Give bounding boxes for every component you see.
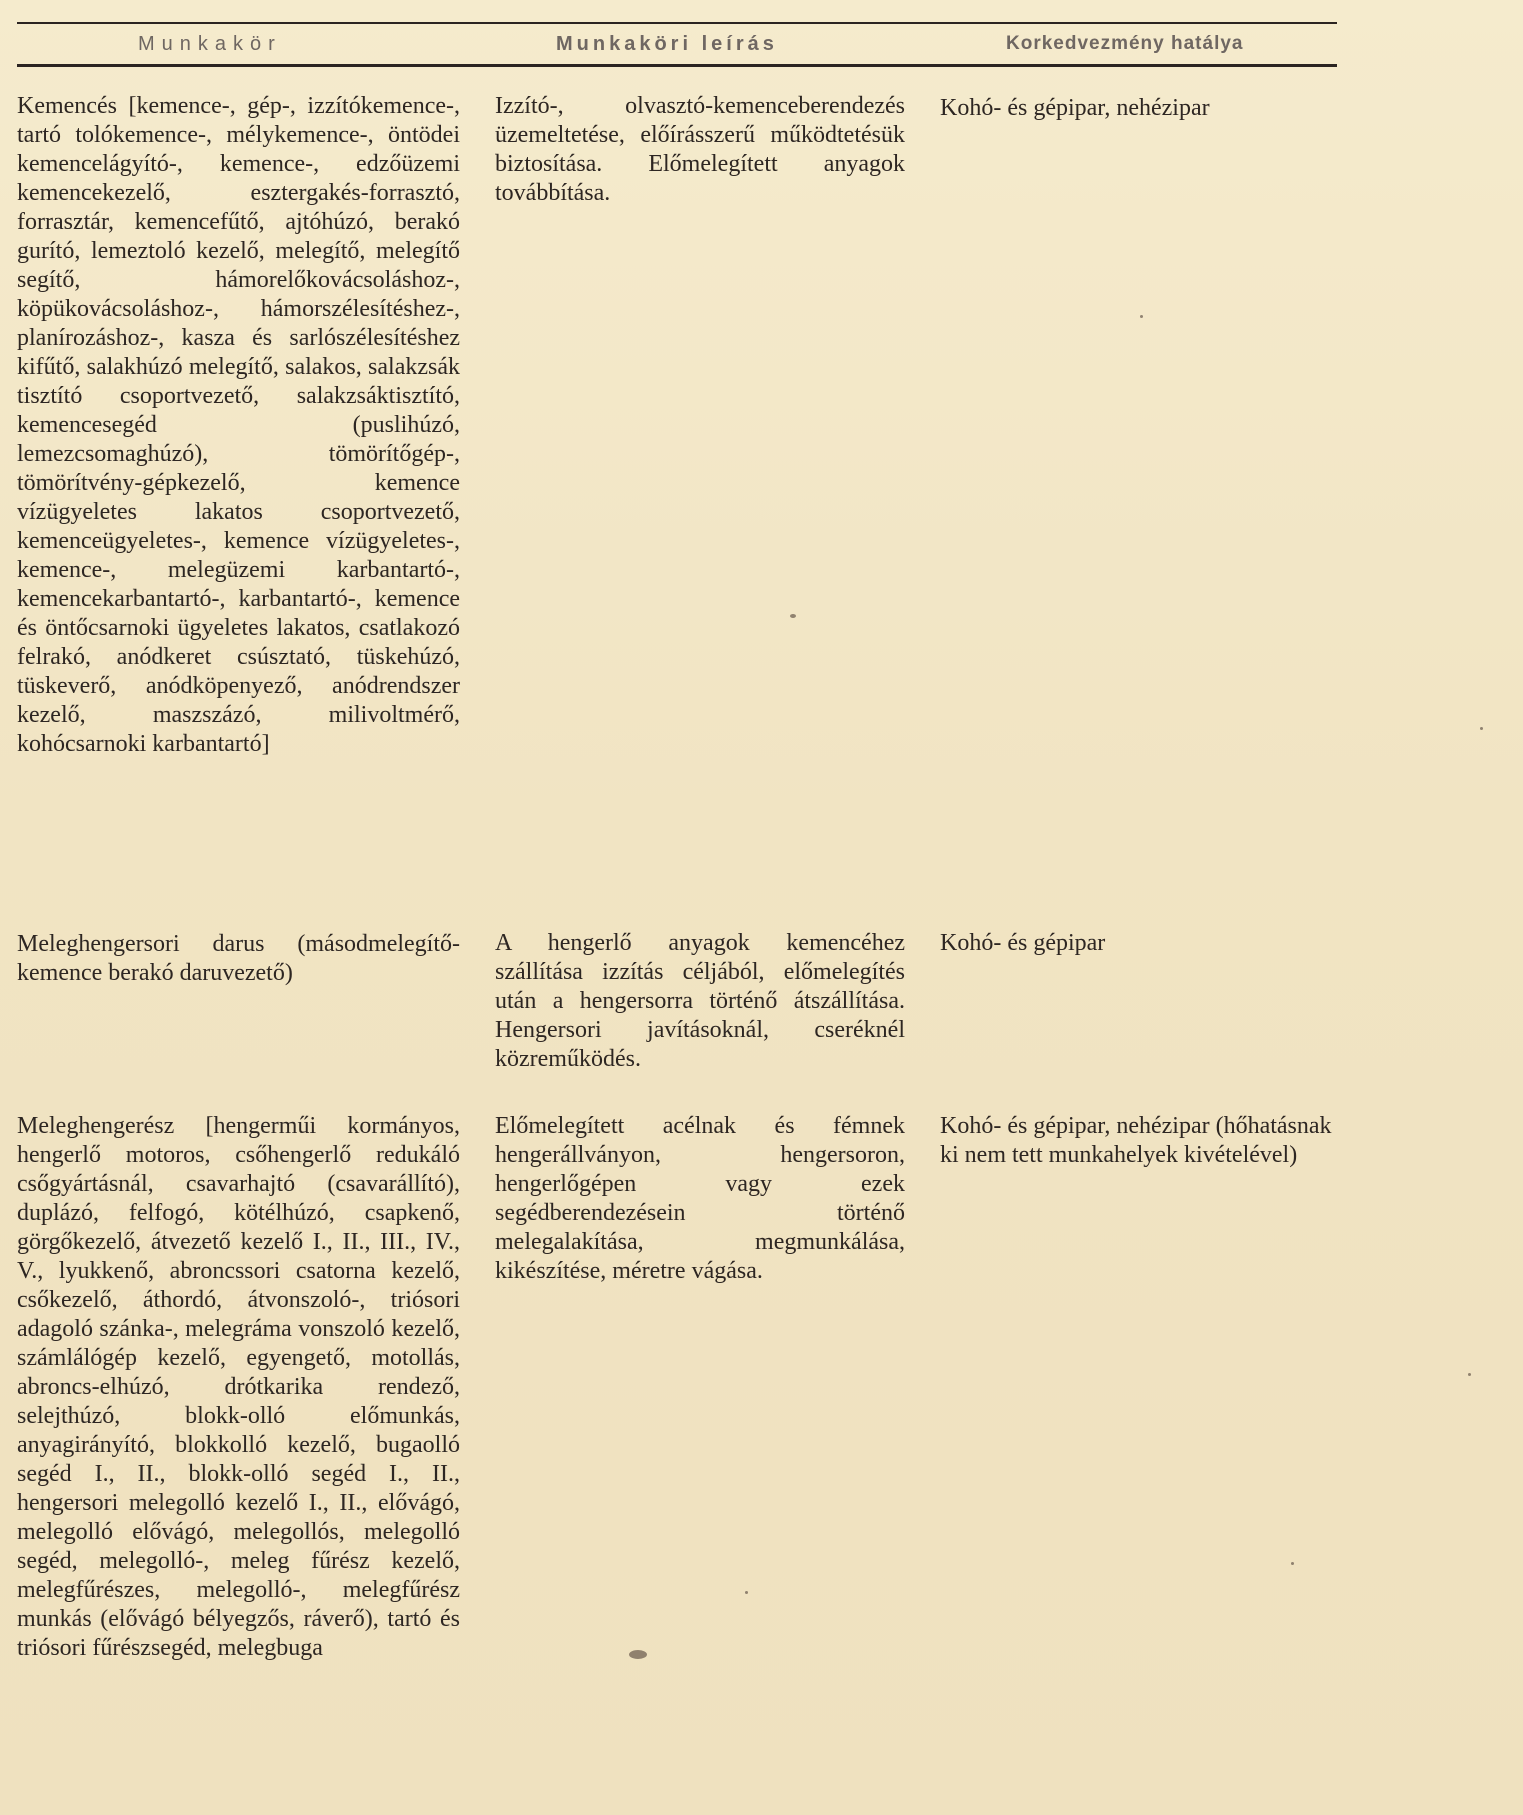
row-1-scope: Kohó- és gépipar, nehézipar [940,95,1210,121]
row-2-scope: Kohó- és gépipar [940,930,1106,956]
row-2-description: A hengerlő anyagok kemencéhez szállítása izzítás céljából, előmelegítés után a hengersorra történő átszállítása. Hengersori javításoknál, cseréknél közreműködés. [495,930,905,1072]
header-top-rule [17,22,1337,24]
header-bottom-rule [17,64,1337,67]
print-speck [745,1591,748,1594]
row-3-job: Meleghengerész [hengerműi kormányos, hengerlő motoros, csőhengerlő redukáló csőgyártásnál, csavarhajtó (csavarállító), duplázó, felfogó, kötélhúzó, csapkenő, görgőkezelő, átvezető kezelő I., II., III., IV., V., lyukkenő, abroncssori csatorna kezelő, csőkezelő, áthordó, átvonszoló-, triósori adagoló szánka-, melegráma vonszoló kezelő, számlálógép kezelő, egyengető, motollás, abroncs-elhúzó, drótkarika rendező, selejthúzó, blokk-olló előmunkás, anyagirányító, blokkolló kezelő, bugaolló segéd I., II., blokk-olló segéd I., II., hengersori melegolló kezelő I., II., elővágó, melegolló elővágó, melegollós, melegolló segéd, melegolló-, meleg fűrész kezelő, melegfűrészes, melegolló-, melegfűrész munkás (elővágó bélyegzős, ráverő), tartó és triósori fűrészsegéd, melegbuga [17,1113,460,1661]
print-speck [1291,1562,1294,1565]
print-speck [790,614,796,618]
print-speck [1468,1373,1471,1376]
row-3-scope: Kohó- és gépipar, nehézipar (hőhatásnak ki nem tett munkahelyek kivételével) [940,1113,1332,1168]
row-3-description: Előmelegített acélnak és fémnek hengerállványon, hengersoron, hengerlőgépen vagy ezek segédberendezésein történő melegalakítása, megmunkálása, kikészítése, méretre vágása. [495,1113,905,1284]
row-2-job: Meleghengersori darus (másodmelegítő-kemence berakó daruvezető) [17,931,460,986]
print-speck [629,1650,647,1659]
column-header-scope: Korkedvezmény hatálya [1006,33,1244,54]
column-header-description: Munkaköri leírás [556,33,778,55]
row-1-description: Izzító-, olvasztó-kemenceberendezés üzemeltetése, előírásszerű működtetésük biztosítása. Előmelegített anyagok továbbítása. [495,93,905,206]
column-header-job: Munkakör [138,33,282,55]
print-speck [1480,727,1483,730]
row-1-job: Kemencés [kemence-, gép-, izzítókemence-, tartó tolókemence-, mélykemence-, öntödei kemencelágyító-, kemence-, edzőüzemi kemencekezelő, esztergakés-forrasztó, forrasztár, kemencefűtő, ajtóhúzó, berakó gurító, lemeztoló kezelő, melegítő, melegítő segítő, hámorelőkovácsoláshoz-, köpükovácsoláshoz-, hámorszélesítéshez-, planírozáshoz-, kasza és sarlószélesítéshez kifűtő, salakhúzó melegítő, salakos, salakzsák tisztító csoportvezető, salakzsáktisztító, kemencesegéd (puslihúzó, lemezcsomaghúzó), tömörítőgép-, tömörítvény-gépkezelő, kemence vízügyeletes lakatos csoportvezető, kemenceügyeletes-, kemence vízügyeletes-, kemence-, melegüzemi karbantartó-, kemencekarbantartó-, karbantartó-, kemence és öntőcsarnoki ügyeletes lakatos, csatlakozó felrakó, anódkeret csúsztató, tüskehúzó, tüskeverő, anódköpenyező, anódrendszer kezelő, maszszázó, milivoltmérő, kohócsarnoki karbantartó] [17,93,460,757]
print-speck [1140,315,1143,318]
